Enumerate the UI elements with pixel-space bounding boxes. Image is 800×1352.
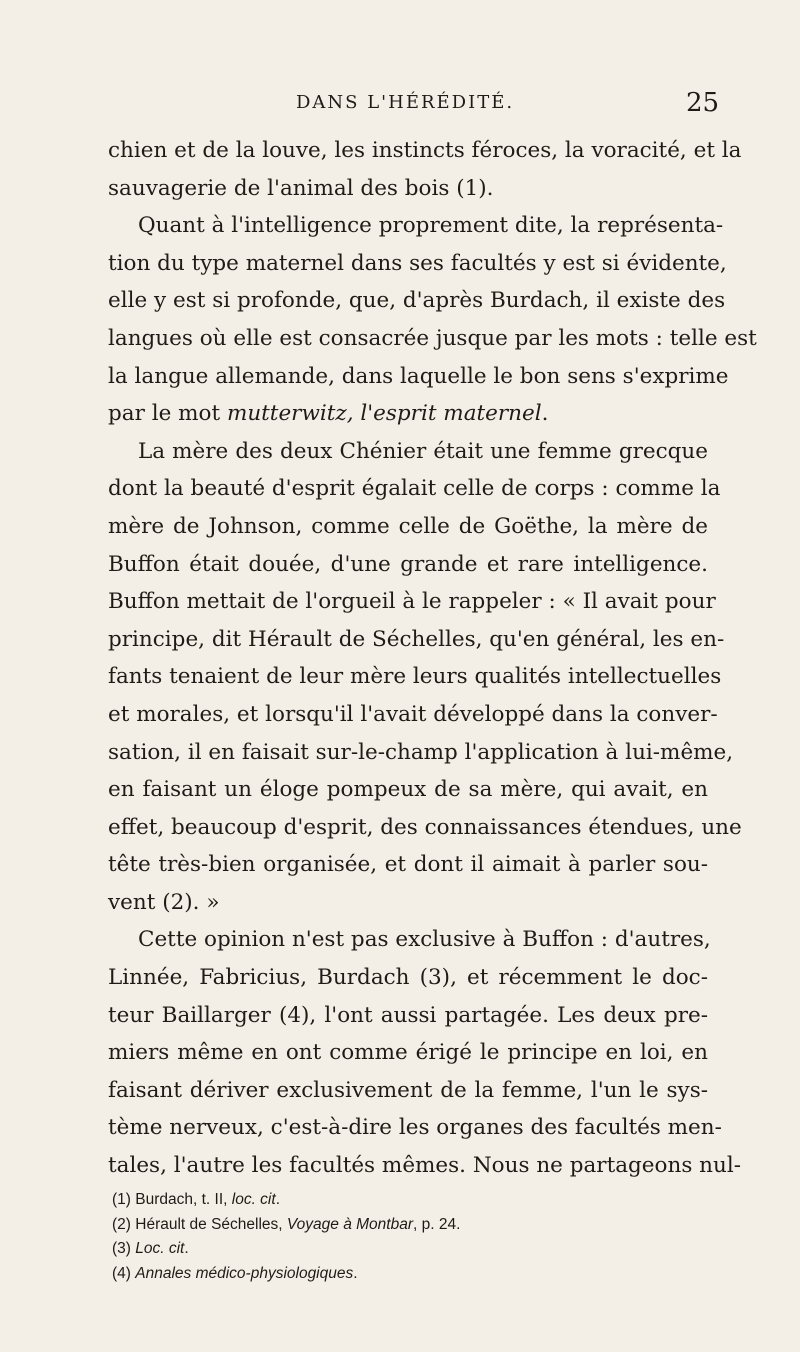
footnote [112,1262,692,1287]
text-line: et morales, et lorsqu'il l'avait développé dans la conver- [108,701,718,727]
italic-run: mutterwitz, l'esprit maternel [226,401,542,427]
footnote-text: (4) [112,1264,136,1282]
text-line: chien et de la louve, les instincts féroces, la voracité, et la [108,138,742,163]
text-line: langues où elle est consacrée jusque par les mots : telle est [108,325,757,351]
text-line: tales, l'autre les facultés mêmes. Nous ne partageons nul- [108,1153,742,1179]
running-title: DANS L'HÉRÉDITÉ. [296,92,515,113]
footnote-text: , p. 24. [412,1215,461,1233]
text-line: Linnée, Fabricius, Burdach (3), et récemment le doc- [108,965,708,991]
text-run: . [541,401,549,427]
text-line: la langue allemande, dans laquelle le bon sens s'exprime [108,363,729,389]
text-line: La mère des deux Chénier était une femme grecque [138,438,708,464]
body-text [108,132,757,1185]
footnote [112,1237,692,1262]
text-line: sation, il en faisait sur-le-champ l'application à lui-même, [108,739,734,765]
text-line: tion du type maternel dans ses facultés y est si évidente, [108,250,727,276]
footnote [112,1213,692,1238]
text-line: miers même en ont comme érigé le principe en loi, en [108,1040,708,1066]
text-line: faisant dériver exclusivement de la femme, l'un le sys- [108,1077,708,1103]
text-line: sauvagerie de l'animal des bois (1). [108,175,494,201]
text-line: fants tenaient de leur mère leurs qualités intellectuelles [108,664,722,690]
running-head [0,88,800,122]
text-line: Quant à l'intelligence proprement dite, la représenta- [138,213,724,239]
text-line: elle y est si profonde, que, d'après Burdach, il existe des [108,288,726,314]
footnote-italic: Voyage à Montbar [286,1215,413,1233]
footnote-text: (2) Hérault de Séchelles, [112,1215,287,1233]
text-line: tête très-bien organisée, et dont il aimait à parler sou- [108,852,708,878]
footnotes [112,1188,692,1286]
footnote-italic: Loc. cit [135,1240,185,1258]
footnote-text: . [184,1240,189,1258]
footnote-text: . [353,1264,358,1282]
text-run: par le mot [108,401,227,427]
footnote [112,1188,692,1213]
text-line: tème nerveux, c'est-à-dire les organes des facultés men- [108,1115,722,1141]
text-line: teur Baillarger (4), l'ont aussi partagée. Les deux pre- [108,1002,708,1028]
text-line [108,395,708,433]
text-line: mère de Johnson, comme celle de Goëthe, la mère de [108,513,708,539]
text-line: en faisant un éloge pompeux de sa mère, qui avait, en [108,777,708,803]
text-line: Buffon mettait de l'orgueil à le rappeler : « Il avait pour [108,589,716,615]
text-line: dont la beauté d'esprit égalait celle de corps : comme la [108,476,721,502]
text-line: principe, dit Hérault de Séchelles, qu'en général, les en- [108,626,725,652]
footnote-text: . [275,1191,280,1208]
text-line: Buffon était douée, d'une grande et rare intelligence. [108,551,708,577]
text-line: effet, beaucoup d'esprit, des connaissances étendues, une [108,814,742,840]
footnote-text: (1) Burdach, t. II, [112,1191,232,1208]
page-number: 25 [686,88,720,118]
footnote-italic: loc. cit [231,1191,276,1208]
footnote-italic: Annales médico-physiologiques [135,1264,354,1282]
text-line: vent (2). » [108,889,220,915]
text-line: Cette opinion n'est pas exclusive à Buffon : d'autres, [138,927,711,953]
footnote-text: (3) [112,1240,136,1258]
